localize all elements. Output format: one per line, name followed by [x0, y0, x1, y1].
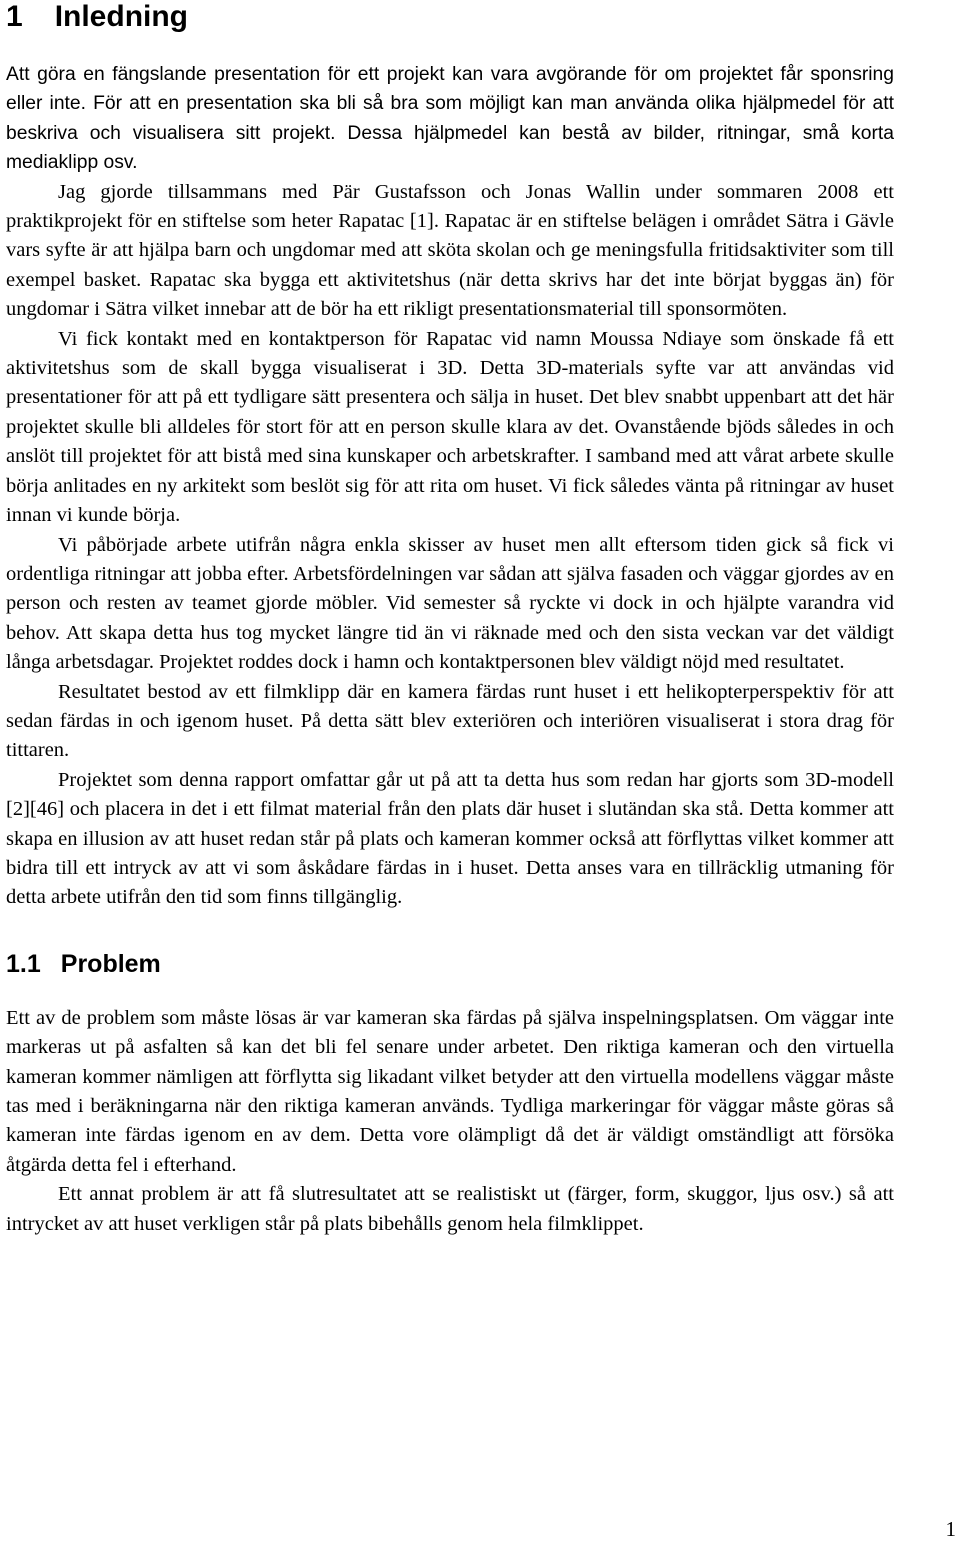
paragraph: Projektet som denna rapport omfattar går ut på att ta detta hus som redan har gjorts som 3D-modell [2][46] och placera in det i ett filmat material från den plats där huset i slutändan ska stå. Detta kommer att skapa en illusion av att huset redan står på plats och kameran kommer också att förflyttas vilket kommer att bidra till ett intryck av att vi som åskådare färdas in i huset. Detta anses vara en tillräcklig utmaning för detta arbete utifrån den tid som finns tillgänglig.	[6, 768, 894, 909]
page-number: 1	[945, 1517, 956, 1541]
subsection-number: 1.1	[6, 949, 41, 978]
paragraph: Vi påbörjade arbete utifrån några enkla skisser av huset men allt eftersom tiden gick så fick vi ordentliga ritningar att jobba efter. Arbetsfördelningen var sådan att själva fasaden och väggar gjordes av en person och resten av teamet gjorde möbler. Vid semester så ryckte vi dock in och hjälpte varandra vid behov. Att skapa detta hus tog mycket längre tid än vi räknade med och den sista veckan var det väldigt långa arbetsdagar. Projektet roddes dock i hamn och kontaktpersonen blev väldigt nöjd med resultatet.	[6, 533, 894, 674]
document-page	[6, 0, 894, 1239]
paragraph: Att göra en fängslande presentation för ett projekt kan vara avgörande för om projektet får sponsring eller inte. För att en presentation ska bli så bra som möjligt kan man använda olika hjälpmedel för att beskriva och visualisera sitt projekt. Dessa hjälpmedel kan bestå av bilder, ritningar, små korta mediaklipp osv.	[6, 64, 894, 174]
paragraph: Jag gjorde tillsammans med Pär Gustafsson och Jonas Wallin under sommaren 2008 ett praktikprojekt för en stiftelse som heter Rapatac [1]. Rapatac är en stiftelse belägen i området Sätra i Gävle vars syfte är att hjälpa barn och ungdomar med att sköta skolan och ge meningsfulla fritidsaktiviter som till exempel basket. Rapatac ska bygga ett aktivitetshus (när detta skrivs har det inte börjat byggas än) för ungdomar i Sätra vilket innebar att de bör ha ett rikligt presentationsmaterial till sponsormöten.	[6, 180, 894, 321]
section-number: 1	[6, 0, 23, 33]
paragraph: Ett annat problem är att få slutresultatet att se realistiskt ut (färger, form, skuggor, ljus osv.) så att intrycket av att huset verkligen står på plats bibehålls genom hela filmklippet.	[6, 1183, 894, 1235]
paragraph: Vi fick kontakt med en kontaktperson för Rapatac vid namn Moussa Ndiaye som önskade få ett aktivitetshus som de skall bygga visualiserat i 3D. Detta 3D-materials syfte var att användas vid presentationer för att på ett tydligare sätt presentera och sälja in huset. Det blev snabbt uppenbart att det här projektet skulle bli alldeles för stort för att en person skulle klara av det. Ovanstående bjöds således in och anslöt till projektet för att bistå med sina kunskaper och arbetskrafter. I samband med att vårat arbete skulle börja anlitades en ny arkitekt som beslöt sig för att rita om huset. Vi fick således vänta på ritningar av huset innan vi kunde börja.	[6, 327, 894, 527]
paragraph: Resultatet bestod av ett filmklipp där en kamera färdas runt huset i ett helikopterperspektiv för att sedan färdas in och igenom huset. På detta sätt blev exteriören och interiören visualiserat i stora drag för tittaren.	[6, 680, 894, 762]
subsection-heading	[6, 949, 894, 1004]
section-heading	[6, 0, 894, 60]
section-title: Inledning	[54, 0, 189, 33]
paragraph: Ett av de problem som måste lösas är var kameran ska färdas på själva inspelningsplatsen. Om väggar inte markeras ut på asfalten så kan det bli fel senare under arbetet. Den riktiga kameran och den virtuella kameran kommer nämligen att förflytta sig likadant vilket betyder att den virtuella modellens väggar måste tas med i beräkningarna när den riktiga kameran används. Tydliga markeringar för väggar måste göras så kameran inte färdas igenom en av dem. Detta vore olämpligt då det är väldigt omständligt att försöka åtgärda detta fel i efterhand.	[6, 1006, 894, 1176]
subsection-title: Problem	[60, 949, 161, 978]
